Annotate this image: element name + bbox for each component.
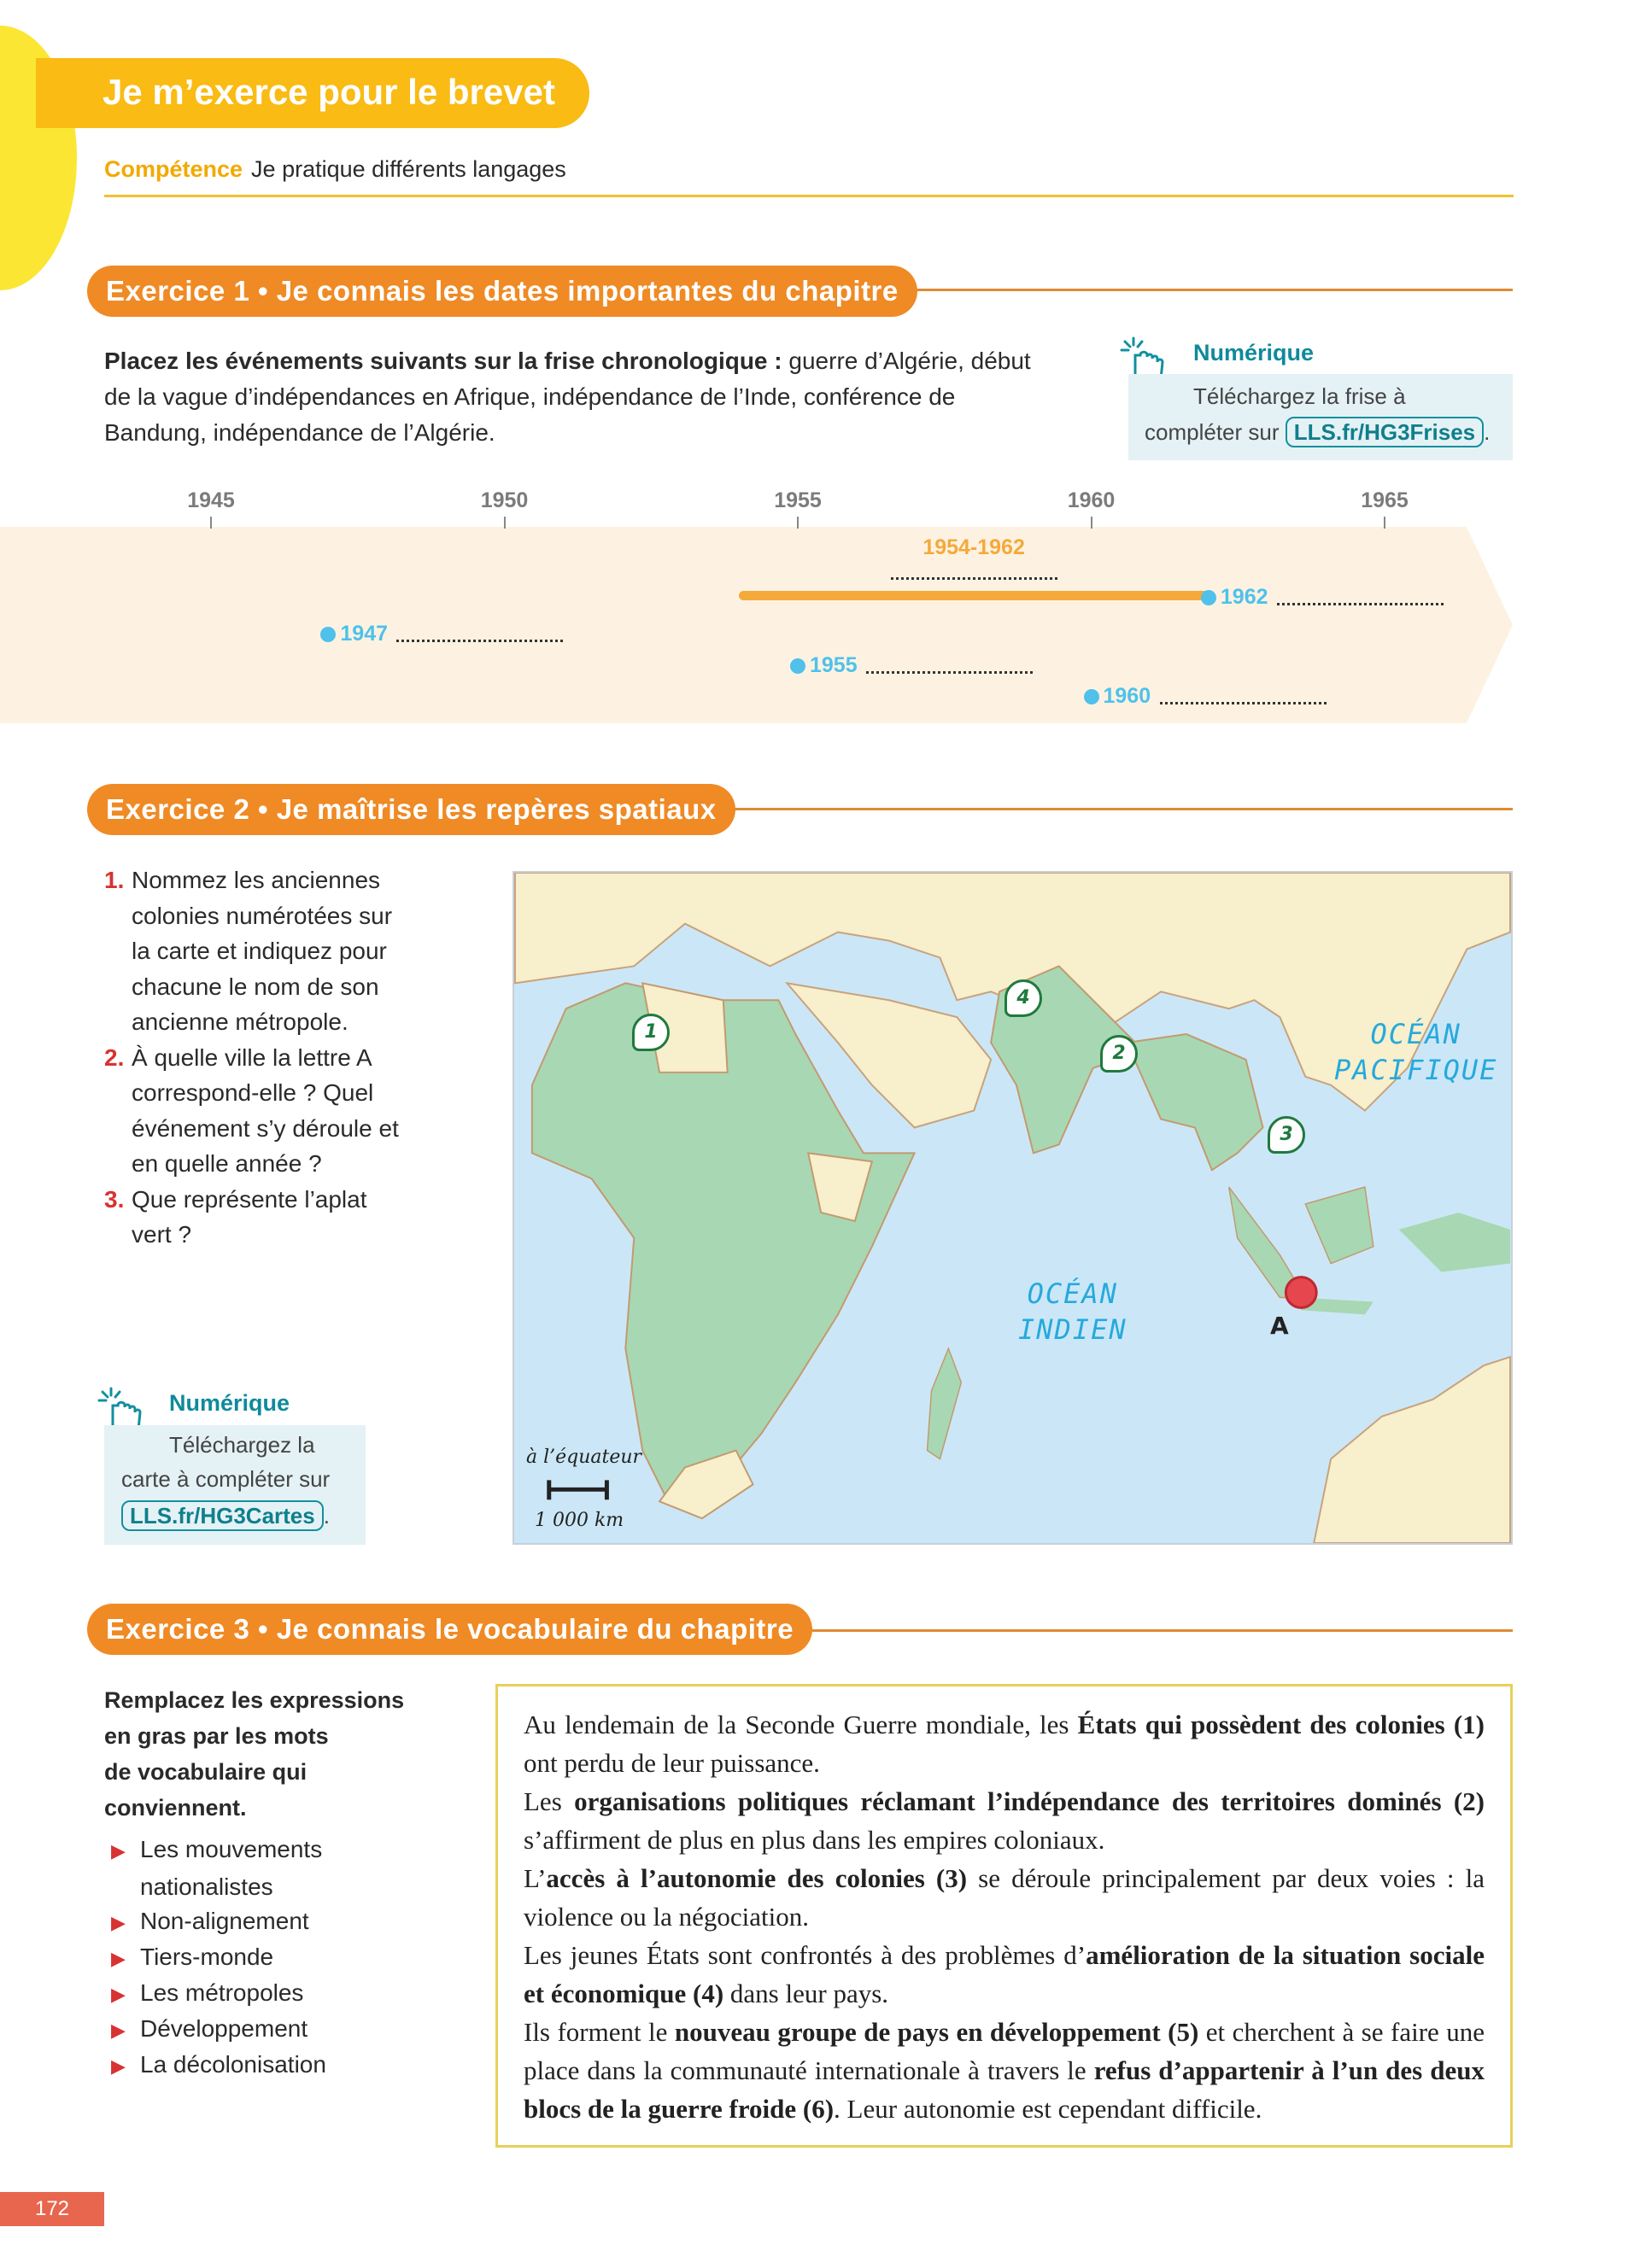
- timeline-band: [0, 527, 1513, 723]
- question-line: correspond-elle ? Quel: [132, 1079, 374, 1106]
- text-segment: . Leur autonomie est cependant difficile.: [834, 2094, 1262, 2124]
- competence-label: Compétence: [104, 156, 243, 182]
- triangle-bullet-icon: ▶: [111, 1984, 126, 2005]
- question-line: vert ?: [132, 1221, 192, 1248]
- question-text: Nommez les anciennes: [132, 867, 381, 893]
- period: .: [1484, 419, 1491, 445]
- scale-caption: à l’équateur: [526, 1447, 642, 1468]
- page-number: 172: [0, 2192, 104, 2226]
- text-segment: Au lendemain de la Seconde Guerre mondiale, les: [524, 1710, 1078, 1739]
- event-dot: [1084, 689, 1099, 704]
- vocabulary-item: [111, 1939, 453, 1977]
- divider: [811, 1629, 1513, 1632]
- paragraph: [524, 1859, 1485, 1936]
- vocabulary-text: Non-alignement: [140, 1908, 309, 1934]
- map: [512, 871, 1513, 1545]
- vocabulary-text: Les mouvements: [140, 1836, 323, 1862]
- divider: [104, 195, 1514, 197]
- question-number: 3.: [104, 1185, 125, 1213]
- bold-expression: États qui possèdent des colonies (1): [1077, 1710, 1485, 1739]
- event-dot: [790, 658, 805, 674]
- axis-year-label: 1965: [1361, 488, 1409, 512]
- question-text: À quelle ville la lettre A: [132, 1043, 372, 1071]
- answer-blank[interactable]: [1160, 702, 1327, 704]
- answer-blank[interactable]: [396, 640, 563, 642]
- answer-blank[interactable]: [1277, 603, 1444, 605]
- question-line: la carte et indiquez pour: [132, 938, 387, 964]
- text-to-rewrite: [495, 1684, 1513, 2148]
- paragraph: [524, 2013, 1485, 2128]
- marker-4: 4: [1004, 979, 1042, 1017]
- vocabulary-line: [111, 1903, 453, 1941]
- axis-year-label: 1960: [1067, 488, 1116, 512]
- question-number: 2.: [104, 1043, 125, 1071]
- divider: [735, 808, 1513, 810]
- text-segment: et cherchent à se faire une place dans la communauté internationale à travers le: [524, 2017, 1485, 2085]
- exercise3-heading: Exercice 3 • Je connais le vocabulaire du chapitre: [87, 1604, 812, 1655]
- triangle-bullet-icon: ▶: [111, 1840, 126, 1862]
- triangle-bullet-icon: ▶: [111, 2055, 126, 2077]
- question-line: chacune le nom de son: [132, 973, 379, 1000]
- label-line: OCÉAN: [1027, 1277, 1118, 1310]
- marker-3: 3: [1268, 1116, 1305, 1154]
- instruction-line: de vocabulaire qui: [104, 1759, 308, 1785]
- vocabulary-line: [111, 1832, 453, 1869]
- instruction-line: Remplacez les expressions: [104, 1687, 405, 1713]
- period: .: [323, 1503, 330, 1529]
- exercise1-heading: Exercice 1 • Je connais les dates importantes du chapitre: [87, 266, 917, 317]
- numerique-title: Numérique: [1193, 340, 1315, 365]
- event-year-label: 1947: [340, 622, 389, 646]
- scale-bar: [549, 1480, 607, 1499]
- question-line: [104, 862, 497, 898]
- axis-year-label: 1950: [480, 488, 529, 512]
- question-line: [104, 1040, 497, 1076]
- bold-expression: organisations politiques réclamant l’indépendance des territoires dominés (2): [574, 1786, 1485, 1816]
- question-line: colonies numérotées sur: [132, 902, 393, 929]
- axis-year-label: 1955: [774, 488, 822, 512]
- competence-line: [104, 156, 566, 183]
- point-a-label: A: [1270, 1312, 1289, 1340]
- triangle-bullet-icon: ▶: [111, 2020, 126, 2041]
- axis-tick: [1091, 517, 1092, 529]
- event-year-label: 1955: [810, 653, 858, 677]
- text-segment: se déroule principalement par deux voies : la violence ou la négociation.: [524, 1863, 1485, 1932]
- paragraph: [524, 1936, 1485, 2013]
- vocabulary-text: Développement: [140, 2015, 308, 2042]
- vocabulary-text: Les métropoles: [140, 1979, 304, 2006]
- numerique-line1: Téléchargez la: [169, 1432, 315, 1458]
- exercise1-instruction: [104, 343, 1044, 451]
- answer-blank[interactable]: [891, 577, 1057, 580]
- paragraph: [524, 1705, 1485, 1782]
- vocabulary-text: Tiers-monde: [140, 1944, 274, 1970]
- frise-download-link[interactable]: LLS.fr/HG3Frises: [1286, 417, 1484, 447]
- instruction-line: en gras par les mots: [104, 1723, 329, 1749]
- label-line: INDIEN: [1018, 1313, 1128, 1346]
- numerique-title: Numérique: [169, 1390, 290, 1416]
- text-segment: Ils forment le: [524, 2017, 675, 2047]
- vocabulary-text: La décolonisation: [140, 2051, 326, 2078]
- scale-value: 1 000 km: [535, 1510, 624, 1531]
- question-item: [104, 1182, 497, 1253]
- text-segment: Les jeunes États sont confrontés à des problèmes d’: [524, 1940, 1086, 1970]
- bold-expression: refus d’appartenir à l’un des deux blocs de la guerre froide (6): [524, 2055, 1485, 2124]
- numerique-description: Téléchargez la frise à compléter sur: [1145, 383, 1406, 445]
- map-drawing: [514, 873, 1511, 1543]
- vocabulary-line: [111, 1975, 453, 2013]
- period-label: 1954-1962: [922, 535, 1025, 559]
- question-number: 1.: [104, 867, 125, 893]
- answer-blank[interactable]: [866, 671, 1033, 674]
- vocabulary-item: [111, 1975, 453, 2013]
- question-item: [104, 862, 497, 1040]
- instruction-text: guerre d’Algérie, début de la vague d’indépendances en Afrique, indépendance de l’Inde, conférence de Bandung, indépendance de l’Algérie.: [104, 348, 1031, 446]
- event-year-label: 1960: [1103, 684, 1151, 708]
- label-ocean-indien: [1018, 1276, 1128, 1347]
- label-line: OCÉAN: [1370, 1018, 1461, 1050]
- numerique-line2: carte à compléter sur: [121, 1466, 331, 1492]
- question-line: ancienne métropole.: [132, 1008, 348, 1035]
- vocabulary-line: nationalistes: [140, 1873, 273, 1900]
- label-ocean-pacifique: [1334, 1016, 1497, 1088]
- vocabulary-item: [111, 2011, 453, 2049]
- vocabulary-item: [111, 2047, 453, 2084]
- axis-tick: [797, 517, 799, 529]
- axis-tick: [210, 517, 212, 529]
- bold-expression: nouveau groupe de pays en développement (5): [674, 2017, 1199, 2047]
- vocabulary-line: [111, 1939, 453, 1977]
- text-segment: L’: [524, 1863, 547, 1893]
- bold-expression: amélioration de la situation sociale et économique (4): [524, 1940, 1485, 2008]
- instruction-line: conviennent.: [104, 1795, 247, 1821]
- exercise2-heading: Exercice 2 • Je maîtrise les repères spatiaux: [87, 784, 735, 835]
- text-segment: ont perdu de leur puissance.: [524, 1748, 820, 1778]
- event-year-label: 1962: [1220, 585, 1268, 609]
- vocabulary-item: [111, 1903, 453, 1941]
- period-bar: [739, 591, 1209, 600]
- question-line: événement s’y déroule et: [132, 1114, 399, 1142]
- question-line: en quelle année ?: [132, 1150, 322, 1177]
- carte-download-link[interactable]: LLS.fr/HG3Cartes: [121, 1500, 324, 1531]
- marker-1: 1: [632, 1014, 670, 1051]
- text-segment: Les: [524, 1786, 575, 1816]
- text-segment: s’affirment de plus en plus dans les empires coloniaux.: [524, 1825, 1105, 1855]
- event-dot: [1201, 590, 1216, 605]
- triangle-bullet-icon: ▶: [111, 1912, 126, 1933]
- instruction-bold: Placez les événements suivants sur la frise chronologique :: [104, 348, 782, 374]
- bold-expression: accès à l’autonomie des colonies (3): [546, 1863, 968, 1893]
- divider: [854, 289, 1513, 291]
- competence-text: Je pratique différents langages: [251, 156, 566, 182]
- axis-tick: [1384, 517, 1385, 529]
- numerique-text: [1145, 378, 1508, 450]
- text-segment: dans leur pays.: [723, 1979, 889, 2008]
- marker-2: 2: [1100, 1035, 1138, 1073]
- page-title: Je m’exerce pour le brevet: [36, 58, 589, 128]
- triangle-bullet-icon: ▶: [111, 1948, 126, 1969]
- question-text: Que représente l’aplat: [132, 1185, 367, 1213]
- location-a-marker: [1286, 1277, 1316, 1308]
- exercise3-instruction: [104, 1682, 480, 1826]
- vocabulary-item: [111, 1832, 453, 1905]
- numerique-link-line: [121, 1500, 330, 1531]
- vocabulary-line: [111, 2011, 453, 2049]
- vocabulary-line: [111, 2047, 453, 2084]
- paragraph: [524, 1782, 1485, 1859]
- axis-tick: [504, 517, 506, 529]
- axis-year-label: 1945: [187, 488, 235, 512]
- question-item: [104, 1040, 497, 1182]
- label-line: PACIFIQUE: [1334, 1054, 1498, 1086]
- question-line: [104, 1182, 497, 1218]
